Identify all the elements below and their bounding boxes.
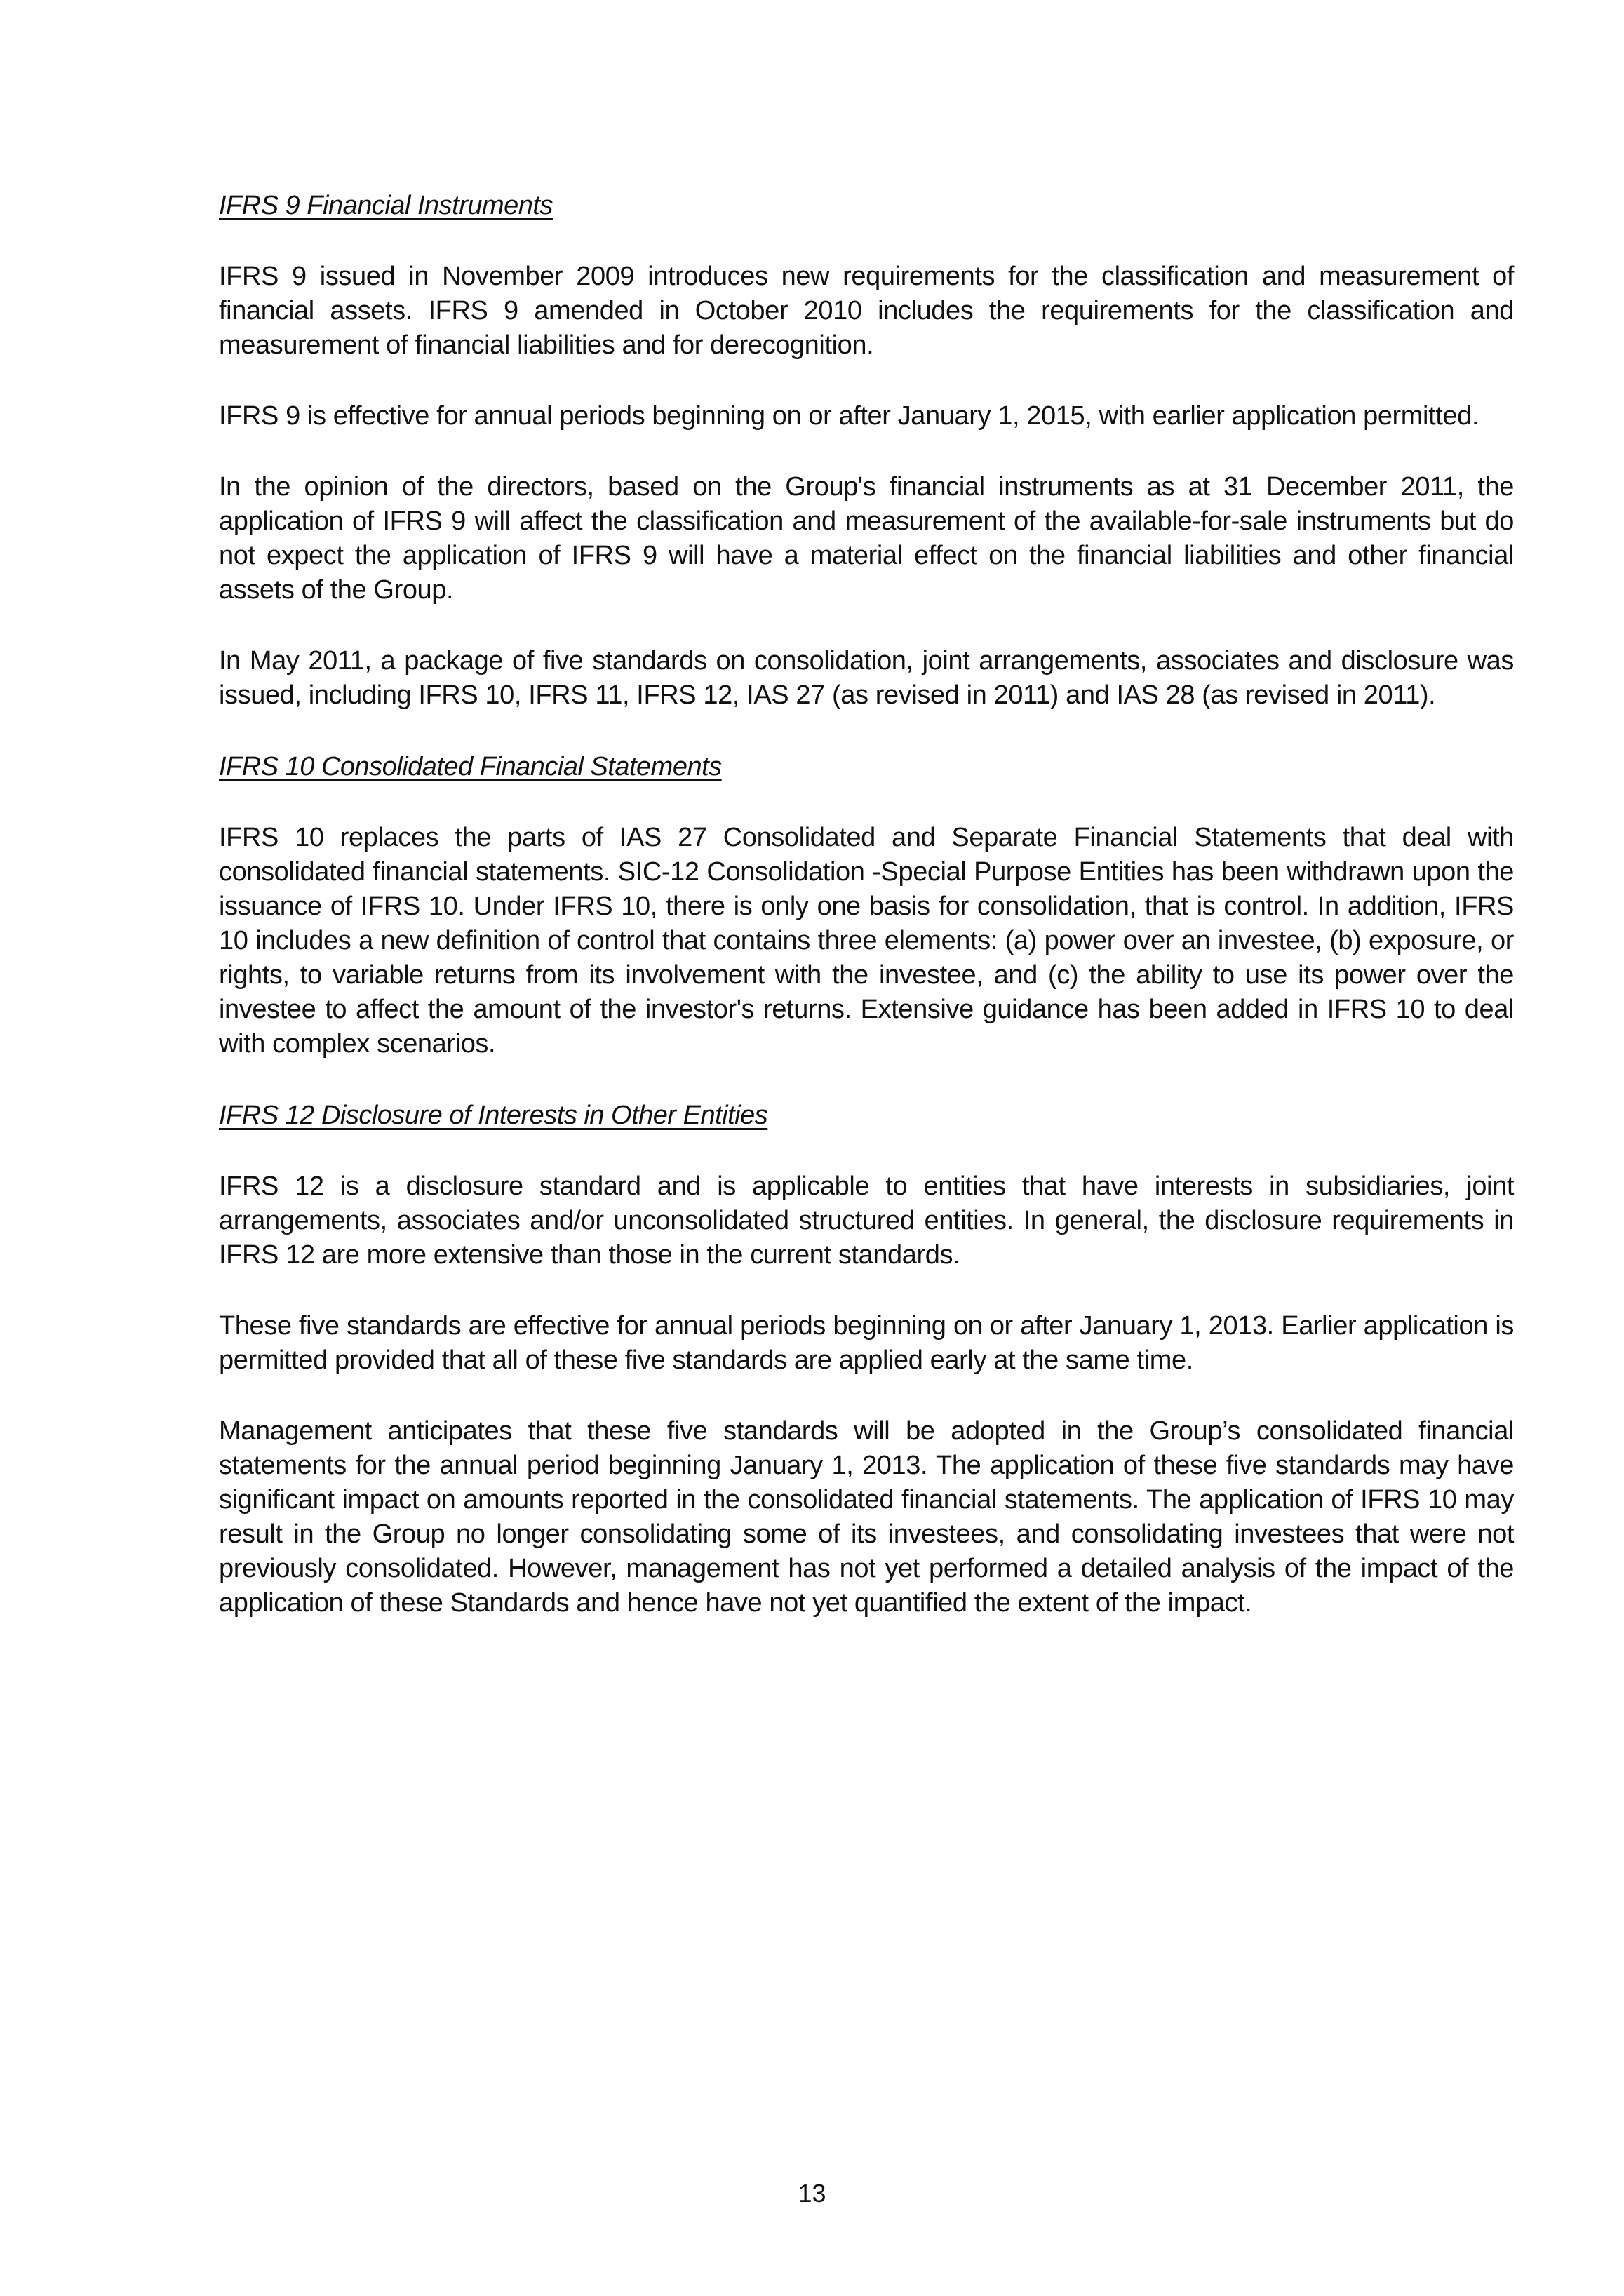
section-ifrs9 (219, 188, 1514, 713)
page-content (219, 188, 1514, 1657)
paragraph: Management anticipates that these five standards will be adopted in the Group’s consolidated financial statements for the annual period beginning January 1, 2013. The application of these five standards may have significant impact on amounts reported in the consolidated financial statements. The application of IFRS 10 may result in the Group no longer consolidating some of its investees, and consolidating investees that were not previously consolidated. However, management has not yet performed a detailed analysis of the impact of the application of these Standards and hence have not yet quantified the extent of the impact. (219, 1416, 1514, 1618)
paragraph: In May 2011, a package of five standards on consolidation, joint arrangements, associates and disclosure was issued, including IFRS 10, IFRS 11, IFRS 12, IAS 27 (as revised in 2011) and IAS 28 (as revised in 2011). (219, 646, 1514, 710)
paragraph: IFRS 12 is a disclosure standard and is applicable to entities that have interests in subsidiaries, joint arrangements, associates and/or unconsolidated structured entities. In general, the disclosure requirements in IFRS 12 are more extensive than those in the current standards. (219, 1172, 1514, 1270)
section-ifrs12 (219, 1098, 1514, 1620)
paragraph: IFRS 9 is effective for annual periods beginning on or after January 1, 2015, with earlier application permitted. (219, 401, 1479, 431)
section-heading: IFRS 10 Consolidated Financial Statements (219, 752, 722, 781)
section-ifrs10 (219, 749, 1514, 1061)
paragraph: In the opinion of the directors, based on the Group's financial instruments as at 31 December 2011, the application of IFRS 9 will affect the classification and measurement of the available-for-sale instruments but do not expect the application of IFRS 9 will have a material effect on the financial liabilities and other financial assets of the Group. (219, 472, 1514, 605)
section-heading: IFRS 12 Disclosure of Interests in Other Entities (219, 1101, 768, 1130)
paragraph: IFRS 9 issued in November 2009 introduces new requirements for the classification and measurement of financial assets. IFRS 9 amended in October 2010 includes the requirements for the classification and measurement of financial liabilities and for derecognition. (219, 262, 1514, 360)
page-number: 13 (798, 2179, 826, 2208)
section-heading: IFRS 9 Financial Instruments (219, 191, 553, 220)
paragraph: These five standards are effective for annual periods beginning on or after January 1, 2013. Earlier application is permitted provided that all of these five standards are applied early at the same time. (219, 1311, 1514, 1375)
paragraph: IFRS 10 replaces the parts of IAS 27 Consolidated and Separate Financial Statements that deal with consolidated financial statements. SIC-12 Consolidation -Special Purpose Entities has been withdrawn upon the issuance of IFRS 10. Under IFRS 10, there is only one basis for consolidation, that is control. In addition, IFRS 10 includes a new definition of control that contains three elements: (a) power over an investee, (b) exposure, or rights, to variable returns from its involvement with the investee, and (c) the ability to use its power over the investee to affect the amount of the investor's returns. Extensive guidance has been added in IFRS 10 to deal with complex scenarios. (219, 823, 1514, 1059)
